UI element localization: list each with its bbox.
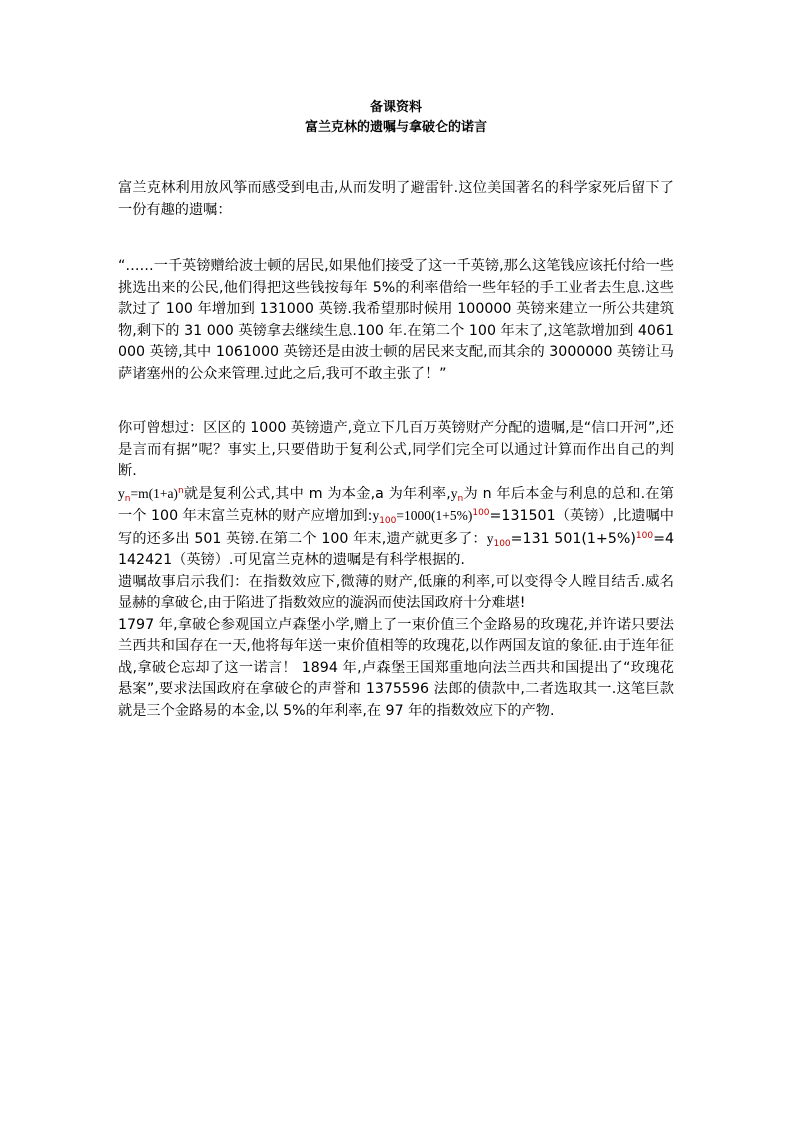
document-page	[118, 98, 674, 722]
formula-sub-100-2: 100	[493, 538, 511, 549]
title-block	[118, 98, 674, 138]
formula-y-3: y	[372, 508, 380, 523]
intro-paragraph: 富兰克林利用放风筝而感受到电击,从而发明了避雷针.这位美国著名的科学家死后留下了一份有趣的遗嘱：	[118, 180, 674, 218]
formula-sup-n: n	[177, 485, 184, 496]
formula-sup-100-2: 100	[635, 530, 654, 541]
formula-eq-3b: =4142421（英镑）.可见富兰克林的遗嘱是有科学根据的.	[118, 530, 674, 568]
formula-eq-3a: =131 501(1+5%)	[510, 530, 636, 547]
formula-y-4: y	[486, 530, 494, 546]
formula-text-2: 为 n 年后本金与利息的总和.在第一个 100 年末富兰克林的财产应增加到:	[118, 485, 674, 524]
formula-sub-100: 100	[379, 516, 397, 526]
formula-eq-2: =1000(1+5%)	[396, 508, 473, 523]
formula-text-1: 就是复利公式,其中 m 为本金,a 为年利率,	[183, 485, 451, 502]
formula-sub-n: n	[124, 493, 131, 504]
will-quote-paragraph: “……一千英镑赠给波士顿的居民,如果他们接受了这一千英镑,那么这笔钱应该托付给一些挑选出来的公民,他们得把这些钱按每年 5%的利率借给一些年轻的手工业者去生息.这些款过了 100 年增加到 131000 英镑.我希望那时候用 100000 英镑来建立一所公共建筑物,剩下的 31 000 英镑拿去继续生息.100 年.在第二个 100 年末了,这笔款增加到 4061000 英镑,其中 1061000 英镑还是由波士顿的居民来支配,而其余的 3000000 英镑让马萨诸塞州的公众来管理.过此之后,我可不敢主张了！”	[118, 258, 674, 382]
page-title: 富兰克林的遗嘱与拿破仑的诺言	[304, 120, 487, 135]
formula-sup-100: 100	[472, 508, 490, 518]
header-label: 备课资料	[369, 100, 422, 115]
formula-paragraph	[118, 483, 674, 572]
formula-main: =m(1+a)	[130, 485, 178, 501]
formula-y-2: y	[450, 485, 458, 501]
formula-y: y	[118, 485, 125, 501]
napoleon-paragraph: 1797 年,拿破仑参观国立卢森堡小学,赠上了一束价值三个金路易的玫瑰花,并许诺只要法兰西共和国存在一天,他将每年送一束价值相等的玫瑰花,以作两国友谊的象征.由于连年征战,拿破仑忘却了这一诺言！ 1894 年,卢森堡王国郑重地向法兰西共和国提出了“玫瑰花悬案”,要求法国政府在拿破仑的声誉和 1375596 法郎的债款中,二者选取其一.这笔巨款就是三个金路易的本金,以 5%的年利率,在 97 年的指数效应下的产物.	[118, 616, 674, 719]
question-paragraph: 你可曾想过：区区的 1000 英镑遗产,竟立下几百万英镑财产分配的遗嘱,是“信口开河”,还是言而有据”呢？事实上,只要借助于复利公式,同学们完全可以通过计算而作出自己的判断.	[118, 420, 674, 479]
formula-sub-n-2: n	[457, 493, 464, 504]
formula-text-3: =131501（英镑）,比遗嘱中写的还多出 501 英镑.在第二个 100 年末,遗产就更多了：	[118, 508, 674, 547]
lesson-paragraph: 遗嘱故事启示我们：在指数效应下,微薄的财产,低廉的利率,可以变得令人瞠目结舌.威名显赫的拿破仑,由于陷进了指数效应的漩涡而使法国政府十分难堪!	[118, 573, 674, 611]
